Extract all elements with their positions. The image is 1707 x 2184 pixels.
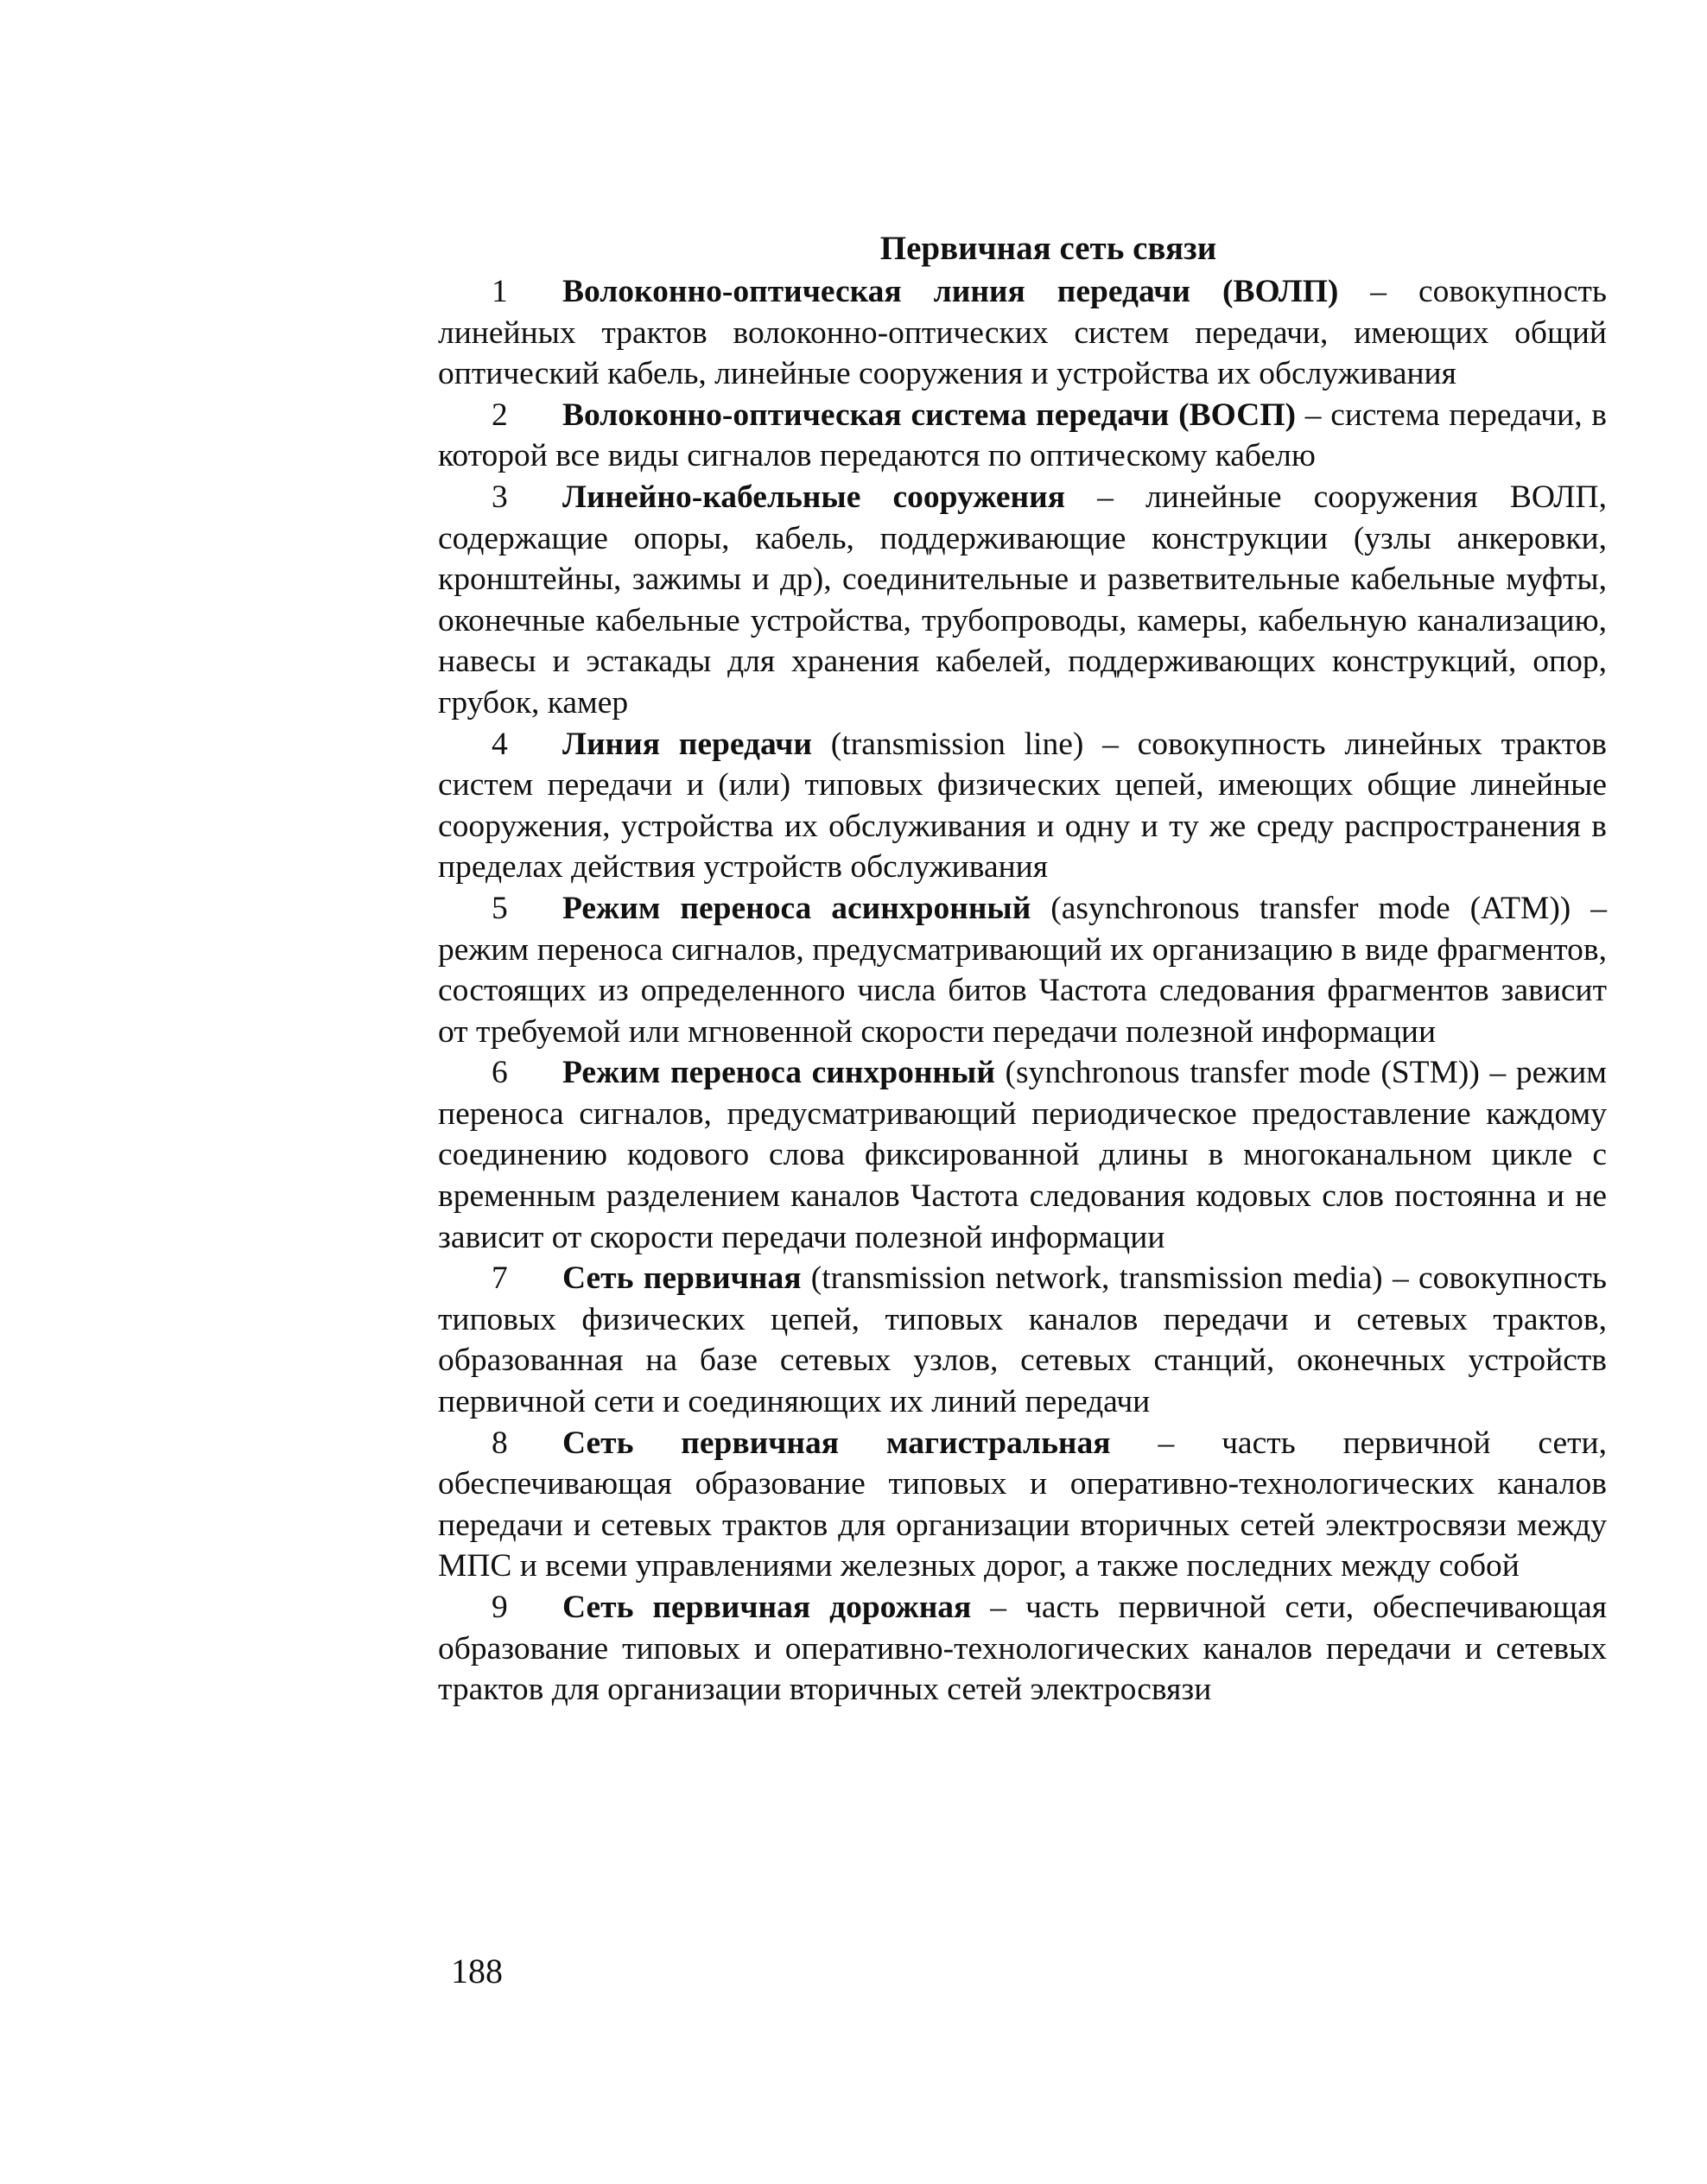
entry-definition: (transmission line) – совокупность линейных трактов систем передачи и (или) типовых физических цепей, имеющих общие линейные сооружения, устройства их обслуживания и одну и ту же среду распространения в пределах действия устройств обслуживания (438, 726, 1607, 886)
definition-entry-8 (438, 1423, 1607, 1587)
page-number: 188 (451, 1952, 503, 1990)
entry-definition: (asynchronous transfer mode (ATM)) – режим переноса сигналов, предусматривающий их организацию в виде фрагментов, состоящих из определенного числа битов Частота следования фрагментов зависит от требуемой или мгновенной скорости передачи полезной информации (438, 890, 1607, 1050)
entry-term: Линия передачи (562, 726, 813, 762)
page-title: Первичная сеть связи (879, 230, 1217, 267)
definition-entry-6 (438, 1052, 1607, 1258)
entry-number: 5 (492, 890, 508, 926)
entry-term: Волоконно-оптическая система передачи (ВОСП) (562, 397, 1296, 433)
definition-entry-9 (438, 1587, 1607, 1711)
entry-definition: – система передачи, в которой все виды сигналов передаются по оптическому кабелю (438, 397, 1607, 474)
definition-entry-1 (438, 271, 1607, 395)
definition-entry-4 (438, 724, 1607, 888)
entry-definition: – часть первичной сети, обеспечивающая образование типовых и оперативно-технологических каналов передачи и сетевых трактов для организации вторичных сетей электросвязи между МПС и всеми управлениями железных дорог, а также последних между собой (438, 1425, 1607, 1584)
definition-entry-2 (438, 395, 1607, 477)
definition-entry-7 (438, 1258, 1607, 1422)
entry-term: Режим переноса асинхронный (562, 890, 1031, 926)
entry-number: 6 (492, 1055, 508, 1091)
entry-number: 2 (492, 397, 508, 433)
entry-term: Линейно-кабельные сооружения (562, 479, 1066, 515)
page-body (438, 228, 1607, 1711)
definition-entry-3 (438, 477, 1607, 724)
entry-definition: (transmission network, transmission media) – совокупность типовых физических цепей, типовых каналов передачи и сетевых трактов, образованная на базе сетевых узлов, сетевых станций, оконечных устройств первичной сети и соединяющих их линий передачи (438, 1260, 1607, 1420)
entry-term: Сеть первичная магистральная (562, 1425, 1111, 1461)
entry-term: Сеть первичная (562, 1260, 802, 1297)
entry-definition: – линейные сооружения ВОЛП, содержащие опоры, кабель, поддерживающие конструкции (узлы анкеровки, кронштейны, зажимы и др), соединительные и разветвительные кабельные муфты, оконечные кабельные устройства, трубопроводы, камеры, кабельную канализацию, навесы и эстакады для хранения кабелей, поддерживающих конструкций, опор, грубок, камер (438, 479, 1607, 721)
entry-definition: (synchronous transfer mode (STM)) – режим переноса сигналов, предусматривающий периодическое предоставление каждому соединению кодового слова фиксированной длины в многоканальном цикле с временным разделением каналов Частота следования кодовых слов постоянна и не зависит от скорости передачи полезной информации (438, 1055, 1607, 1255)
entry-number: 8 (492, 1425, 508, 1461)
entry-number: 7 (492, 1260, 508, 1297)
entry-number: 9 (492, 1590, 508, 1625)
entry-number: 4 (492, 726, 508, 762)
entry-number: 3 (492, 479, 508, 515)
entry-term: Сеть первичная дорожная (562, 1590, 972, 1625)
definition-entry-5 (438, 888, 1607, 1052)
entry-term: Режим переноса синхронный (562, 1055, 995, 1091)
entry-term: Волоконно-оптическая линия передачи (ВОЛП) (562, 274, 1339, 309)
entry-number: 1 (492, 274, 508, 309)
entry-definition: – совокупность линейных трактов волоконно-оптических систем передачи, имеющих общий оптический кабель, линейные сооружения и устройства их обслуживания (438, 274, 1607, 392)
entry-definition: – часть первичной сети, обеспечивающая образование типовых и оперативно-технологических каналов передачи и сетевых трактов для организации вторичных сетей электросвязи (438, 1590, 1607, 1708)
